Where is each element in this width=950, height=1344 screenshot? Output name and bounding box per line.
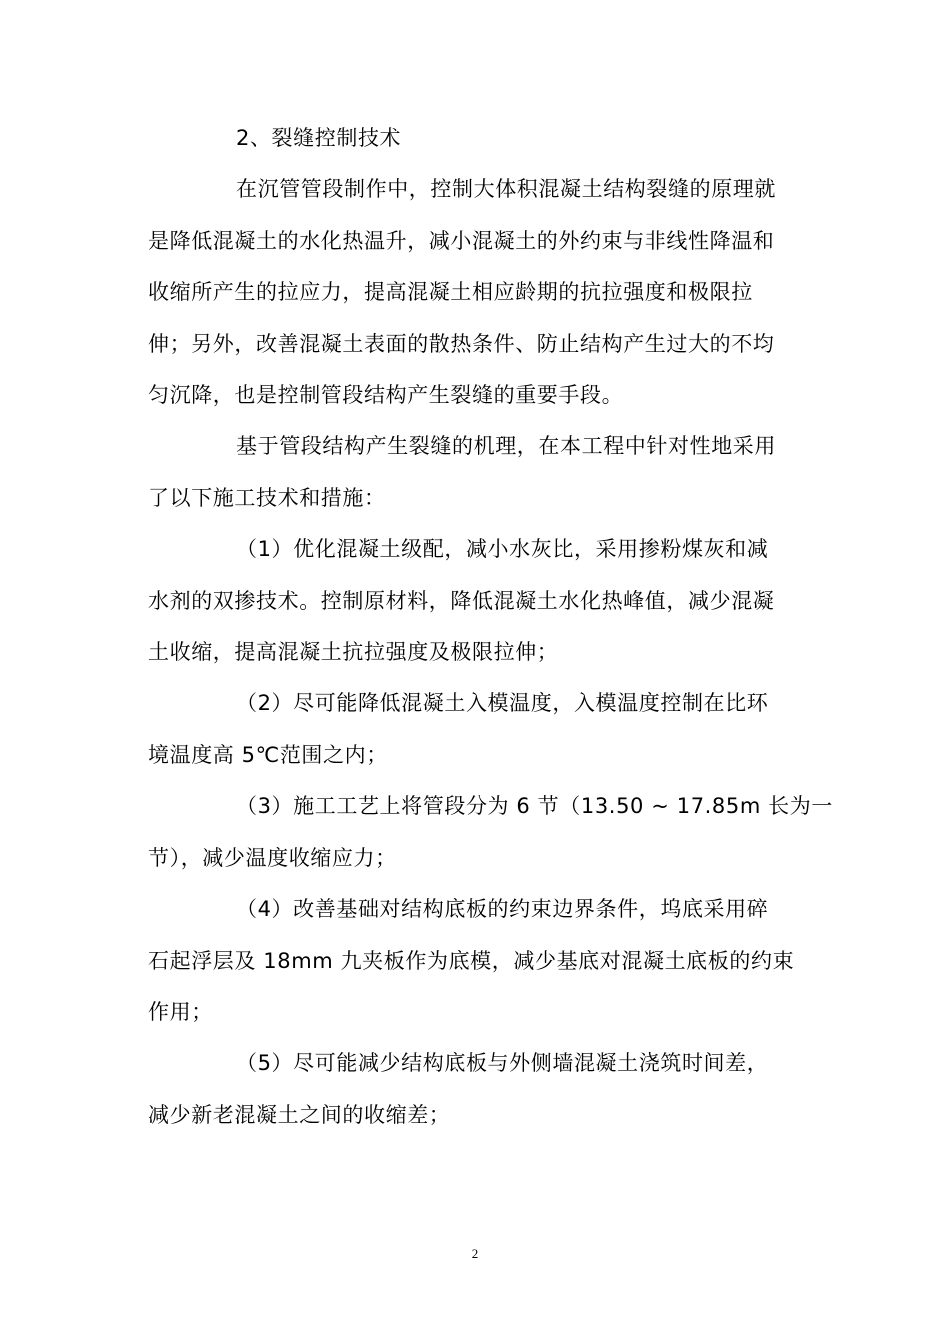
paragraph-line: 伸；另外，改善混凝土表面的散热条件、防止结构产生过大的不均: [148, 332, 775, 356]
measure-5-line: （5）尽可能减少结构底板与外侧墙混凝土浇筑时间差，: [236, 1051, 769, 1075]
measure-5-line: 减少新老混凝土之间的收缩差；: [148, 1103, 451, 1127]
measure-4-line: 石起浮层及 18mm 九夹板作为底模，减少基底对混凝土底板的约束: [148, 949, 795, 973]
measure-2-line: 境温度高 5℃范围之内；: [148, 743, 388, 767]
paragraph-line: 了以下施工技术和措施：: [148, 486, 386, 510]
paragraph-line: 匀沉降，也是控制管段结构产生裂缝的重要手段。: [148, 383, 624, 407]
measure-1-line: 土收缩，提高混凝土抗拉强度及极限拉伸；: [148, 640, 559, 664]
page-number: 2: [471, 1246, 479, 1261]
measure-4-line: 作用；: [148, 1000, 213, 1024]
section-heading: 2、裂缝控制技术: [236, 126, 402, 150]
paragraph-line: 收缩所产生的拉应力，提高混凝土相应龄期的抗拉强度和极限拉: [148, 280, 753, 304]
measure-3-line: （3）施工工艺上将管段分为 6 节（13.50 ~ 17.85m 长为一: [236, 794, 833, 818]
paragraph-line: 是降低混凝土的水化热温升，减小混凝土的外约束与非线性降温和: [148, 229, 775, 253]
measure-1-line: （1）优化混凝土级配，减小水灰比，采用掺粉煤灰和减: [236, 537, 769, 561]
measure-2-line: （2）尽可能降低混凝土入模温度，入模温度控制在比环: [236, 691, 769, 715]
measure-3-line: 节），减少温度收缩应力；: [148, 846, 397, 870]
paragraph-line: 基于管段结构产生裂缝的机理，在本工程中针对性地采用: [236, 434, 776, 458]
paragraph-line: 在沉管管段制作中，控制大体积混凝土结构裂缝的原理就: [236, 177, 776, 201]
measure-1-line: 水剂的双掺技术。控制原材料，降低混凝土水化热峰值，减少混凝: [148, 589, 775, 613]
measure-4-line: （4）改善基础对结构底板的约束边界条件，坞底采用碎: [236, 897, 769, 921]
